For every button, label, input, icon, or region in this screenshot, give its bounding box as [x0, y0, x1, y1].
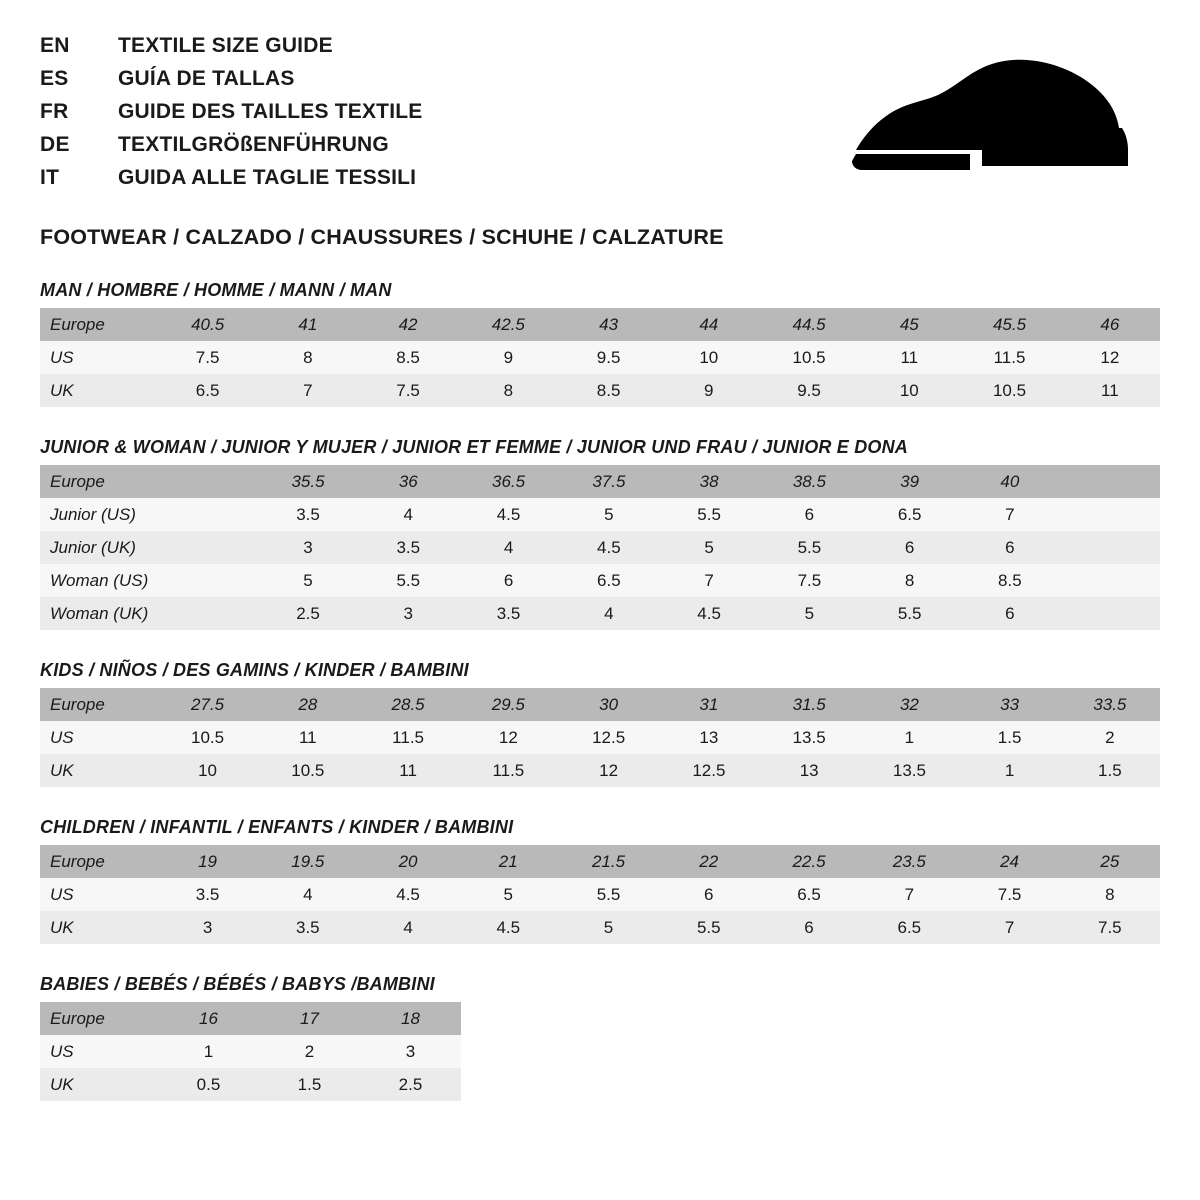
cell: 2.5	[360, 1068, 461, 1101]
cell	[158, 465, 258, 498]
cell: 7.5	[959, 878, 1059, 911]
cell: 8	[860, 564, 960, 597]
row-label: Europe	[40, 1002, 158, 1035]
cell: 8	[458, 374, 558, 407]
children-size-table	[40, 845, 1160, 944]
cell: 6	[960, 531, 1060, 564]
cell: 12	[1060, 341, 1160, 374]
cell: 13	[759, 754, 859, 787]
cell	[158, 531, 258, 564]
cell: 33.5	[1060, 688, 1160, 721]
cell: 29.5	[458, 688, 558, 721]
row-label: UK	[40, 911, 157, 944]
cell: 37.5	[559, 465, 659, 498]
cell: 33	[960, 688, 1060, 721]
cell	[1060, 531, 1160, 564]
row-label: Junior (UK)	[40, 531, 158, 564]
cell: 9	[659, 374, 759, 407]
cell: 46	[1060, 308, 1160, 341]
cell: 12.5	[558, 721, 658, 754]
cell	[158, 597, 258, 630]
cell: 6	[759, 911, 859, 944]
table-row	[40, 1035, 461, 1068]
cell: 4.5	[358, 878, 458, 911]
cell	[1060, 465, 1160, 498]
cell: 45.5	[959, 308, 1059, 341]
footwear-category-heading: FOOTWEAR / CALZADO / CHAUSSURES / SCHUHE / CALZATURE	[40, 225, 724, 249]
section-kids	[40, 660, 1160, 787]
cell: 8.5	[558, 374, 658, 407]
man-size-table	[40, 308, 1160, 407]
page-header	[40, 34, 1160, 199]
language-title: GUÍA DE TALLAS	[118, 67, 295, 90]
cell: 45	[859, 308, 959, 341]
cell: 5.5	[659, 498, 759, 531]
cell: 9.5	[558, 341, 658, 374]
cell: 31	[659, 688, 759, 721]
row-label: US	[40, 721, 157, 754]
cell	[1060, 564, 1160, 597]
cell: 36.5	[458, 465, 558, 498]
cell: 20	[358, 845, 458, 878]
language-title: GUIDE DES TAILLES TEXTILE	[118, 100, 423, 123]
table-row	[40, 754, 1160, 787]
row-label: UK	[40, 374, 157, 407]
cell: 10.5	[157, 721, 257, 754]
cell: 5	[558, 911, 658, 944]
cell: 12	[558, 754, 658, 787]
row-label: Europe	[40, 465, 158, 498]
language-code: ES	[40, 67, 69, 90]
table-row	[40, 465, 1160, 498]
cell: 8	[258, 341, 358, 374]
cell: 22	[659, 845, 759, 878]
cell: 6.5	[157, 374, 257, 407]
cell: 2	[1060, 721, 1160, 754]
cell: 7.5	[157, 341, 257, 374]
cell: 3.5	[358, 531, 458, 564]
table-row	[40, 374, 1160, 407]
table-row	[40, 564, 1160, 597]
cell: 3.5	[157, 878, 257, 911]
cell: 12	[458, 721, 558, 754]
section-junior-woman	[40, 437, 1160, 630]
cell: 32	[859, 688, 959, 721]
cell: 6.5	[860, 498, 960, 531]
cell: 5	[659, 531, 759, 564]
table-row	[40, 845, 1160, 878]
cell: 7	[959, 911, 1059, 944]
cell: 21	[458, 845, 558, 878]
cell: 4	[358, 911, 458, 944]
cell: 12.5	[659, 754, 759, 787]
cell: 6.5	[559, 564, 659, 597]
table-row	[40, 878, 1160, 911]
cell: 35.5	[258, 465, 358, 498]
cell	[1060, 597, 1160, 630]
cell: 11	[358, 754, 458, 787]
cell: 3	[157, 911, 257, 944]
language-code: DE	[40, 133, 70, 156]
cell: 7	[859, 878, 959, 911]
cell: 6	[659, 878, 759, 911]
cell: 39	[860, 465, 960, 498]
cell: 36	[358, 465, 458, 498]
cell	[158, 564, 258, 597]
cell: 3	[358, 597, 458, 630]
cell: 28	[258, 688, 358, 721]
language-title-list	[40, 34, 422, 199]
section-title: MAN / HOMBRE / HOMME / MANN / MAN	[40, 280, 392, 300]
row-label: US	[40, 341, 157, 374]
cell: 11	[1060, 374, 1160, 407]
cell: 10	[859, 374, 959, 407]
cell: 6.5	[759, 878, 859, 911]
cell: 5.5	[659, 911, 759, 944]
language-title: GUIDA ALLE TAGLIE TESSILI	[118, 166, 417, 189]
cell: 4	[559, 597, 659, 630]
cell: 10	[157, 754, 257, 787]
junior-woman-size-table	[40, 465, 1160, 630]
cell: 5.5	[558, 878, 658, 911]
cell: 1.5	[1060, 754, 1160, 787]
cell: 4	[358, 498, 458, 531]
row-label: Europe	[40, 845, 157, 878]
language-code: EN	[40, 34, 70, 57]
cell: 5	[258, 564, 358, 597]
cell: 6	[759, 498, 859, 531]
cell: 24	[959, 845, 1059, 878]
table-row	[40, 721, 1160, 754]
cell: 19.5	[258, 845, 358, 878]
cell: 43	[558, 308, 658, 341]
section-man	[40, 280, 1160, 407]
dress-shoe-icon	[770, 58, 1130, 188]
cell: 21.5	[558, 845, 658, 878]
cell: 8.5	[960, 564, 1060, 597]
cell: 3.5	[458, 597, 558, 630]
row-label: Europe	[40, 308, 157, 341]
cell: 44.5	[759, 308, 859, 341]
cell: 25	[1060, 845, 1160, 878]
row-label: Junior (US)	[40, 498, 158, 531]
row-label: UK	[40, 1068, 158, 1101]
cell: 11.5	[458, 754, 558, 787]
cell: 22.5	[759, 845, 859, 878]
cell: 1	[158, 1035, 259, 1068]
cell: 0.5	[158, 1068, 259, 1101]
cell: 5	[458, 878, 558, 911]
cell: 5	[759, 597, 859, 630]
cell: 7.5	[1060, 911, 1160, 944]
table-row	[40, 1002, 461, 1035]
language-code: FR	[40, 100, 69, 123]
cell: 4.5	[458, 498, 558, 531]
row-label: US	[40, 1035, 158, 1068]
cell: 8	[1060, 878, 1160, 911]
cell: 9.5	[759, 374, 859, 407]
language-title: TEXTILGRÖßENFÜHRUNG	[118, 133, 389, 156]
cell: 16	[158, 1002, 259, 1035]
cell: 1.5	[960, 721, 1060, 754]
cell: 1.5	[259, 1068, 360, 1101]
cell: 11.5	[358, 721, 458, 754]
babies-size-table	[40, 1002, 461, 1101]
cell: 44	[659, 308, 759, 341]
row-label: Woman (US)	[40, 564, 158, 597]
table-row	[40, 498, 1160, 531]
cell: 5.5	[860, 597, 960, 630]
cell	[158, 498, 258, 531]
language-row	[40, 67, 422, 100]
table-row	[40, 911, 1160, 944]
cell: 10.5	[959, 374, 1059, 407]
cell: 8.5	[358, 341, 458, 374]
language-row	[40, 133, 422, 166]
section-title: KIDS / NIÑOS / DES GAMINS / KINDER / BAMBINI	[40, 660, 469, 680]
cell: 17	[259, 1002, 360, 1035]
table-row	[40, 597, 1160, 630]
cell: 7	[258, 374, 358, 407]
cell: 38	[659, 465, 759, 498]
row-label: UK	[40, 754, 157, 787]
cell: 11	[258, 721, 358, 754]
kids-size-table	[40, 688, 1160, 787]
table-row	[40, 1068, 461, 1101]
language-row	[40, 100, 422, 133]
cell: 10.5	[759, 341, 859, 374]
table-row	[40, 341, 1160, 374]
section-children	[40, 817, 1160, 944]
language-code: IT	[40, 166, 60, 189]
row-label: US	[40, 878, 157, 911]
cell: 3	[360, 1035, 461, 1068]
cell: 40	[960, 465, 1060, 498]
language-title: TEXTILE SIZE GUIDE	[118, 34, 333, 57]
section-title: JUNIOR & WOMAN / JUNIOR Y MUJER / JUNIOR ET FEMME / JUNIOR UND FRAU / JUNIOR E DONA	[40, 437, 909, 457]
cell: 42	[358, 308, 458, 341]
cell: 13	[659, 721, 759, 754]
cell: 30	[558, 688, 658, 721]
language-row	[40, 34, 422, 67]
cell: 10.5	[258, 754, 358, 787]
cell: 6	[458, 564, 558, 597]
section-title: CHILDREN / INFANTIL / ENFANTS / KINDER / BAMBINI	[40, 817, 514, 837]
cell: 4	[458, 531, 558, 564]
cell: 4.5	[659, 597, 759, 630]
section-title: BABIES / BEBÉS / BÉBÉS / BABYS /BAMBINI	[40, 974, 435, 994]
cell: 1	[859, 721, 959, 754]
section-babies	[40, 974, 1160, 1101]
cell: 13.5	[859, 754, 959, 787]
cell: 10	[659, 341, 759, 374]
language-row	[40, 166, 422, 199]
cell: 13.5	[759, 721, 859, 754]
cell: 1	[960, 754, 1060, 787]
cell: 18	[360, 1002, 461, 1035]
table-row	[40, 688, 1160, 721]
cell: 28.5	[358, 688, 458, 721]
cell: 4.5	[559, 531, 659, 564]
cell: 7.5	[759, 564, 859, 597]
cell: 5.5	[358, 564, 458, 597]
cell: 6	[960, 597, 1060, 630]
cell	[1060, 498, 1160, 531]
cell: 6	[860, 531, 960, 564]
cell: 5.5	[759, 531, 859, 564]
cell: 4	[258, 878, 358, 911]
row-label: Europe	[40, 688, 157, 721]
cell: 19	[157, 845, 257, 878]
cell: 4.5	[458, 911, 558, 944]
cell: 7	[960, 498, 1060, 531]
cell: 3.5	[258, 911, 358, 944]
cell: 9	[458, 341, 558, 374]
cell: 23.5	[859, 845, 959, 878]
cell: 27.5	[157, 688, 257, 721]
row-label: Woman (UK)	[40, 597, 158, 630]
cell: 3	[258, 531, 358, 564]
cell: 41	[258, 308, 358, 341]
cell: 7	[659, 564, 759, 597]
table-row	[40, 531, 1160, 564]
cell: 42.5	[458, 308, 558, 341]
cell: 11	[859, 341, 959, 374]
table-row	[40, 308, 1160, 341]
cell: 40.5	[157, 308, 257, 341]
cell: 3.5	[258, 498, 358, 531]
cell: 31.5	[759, 688, 859, 721]
cell: 11.5	[959, 341, 1059, 374]
cell: 2	[259, 1035, 360, 1068]
cell: 38.5	[759, 465, 859, 498]
cell: 2.5	[258, 597, 358, 630]
cell: 5	[559, 498, 659, 531]
cell: 7.5	[358, 374, 458, 407]
cell: 6.5	[859, 911, 959, 944]
